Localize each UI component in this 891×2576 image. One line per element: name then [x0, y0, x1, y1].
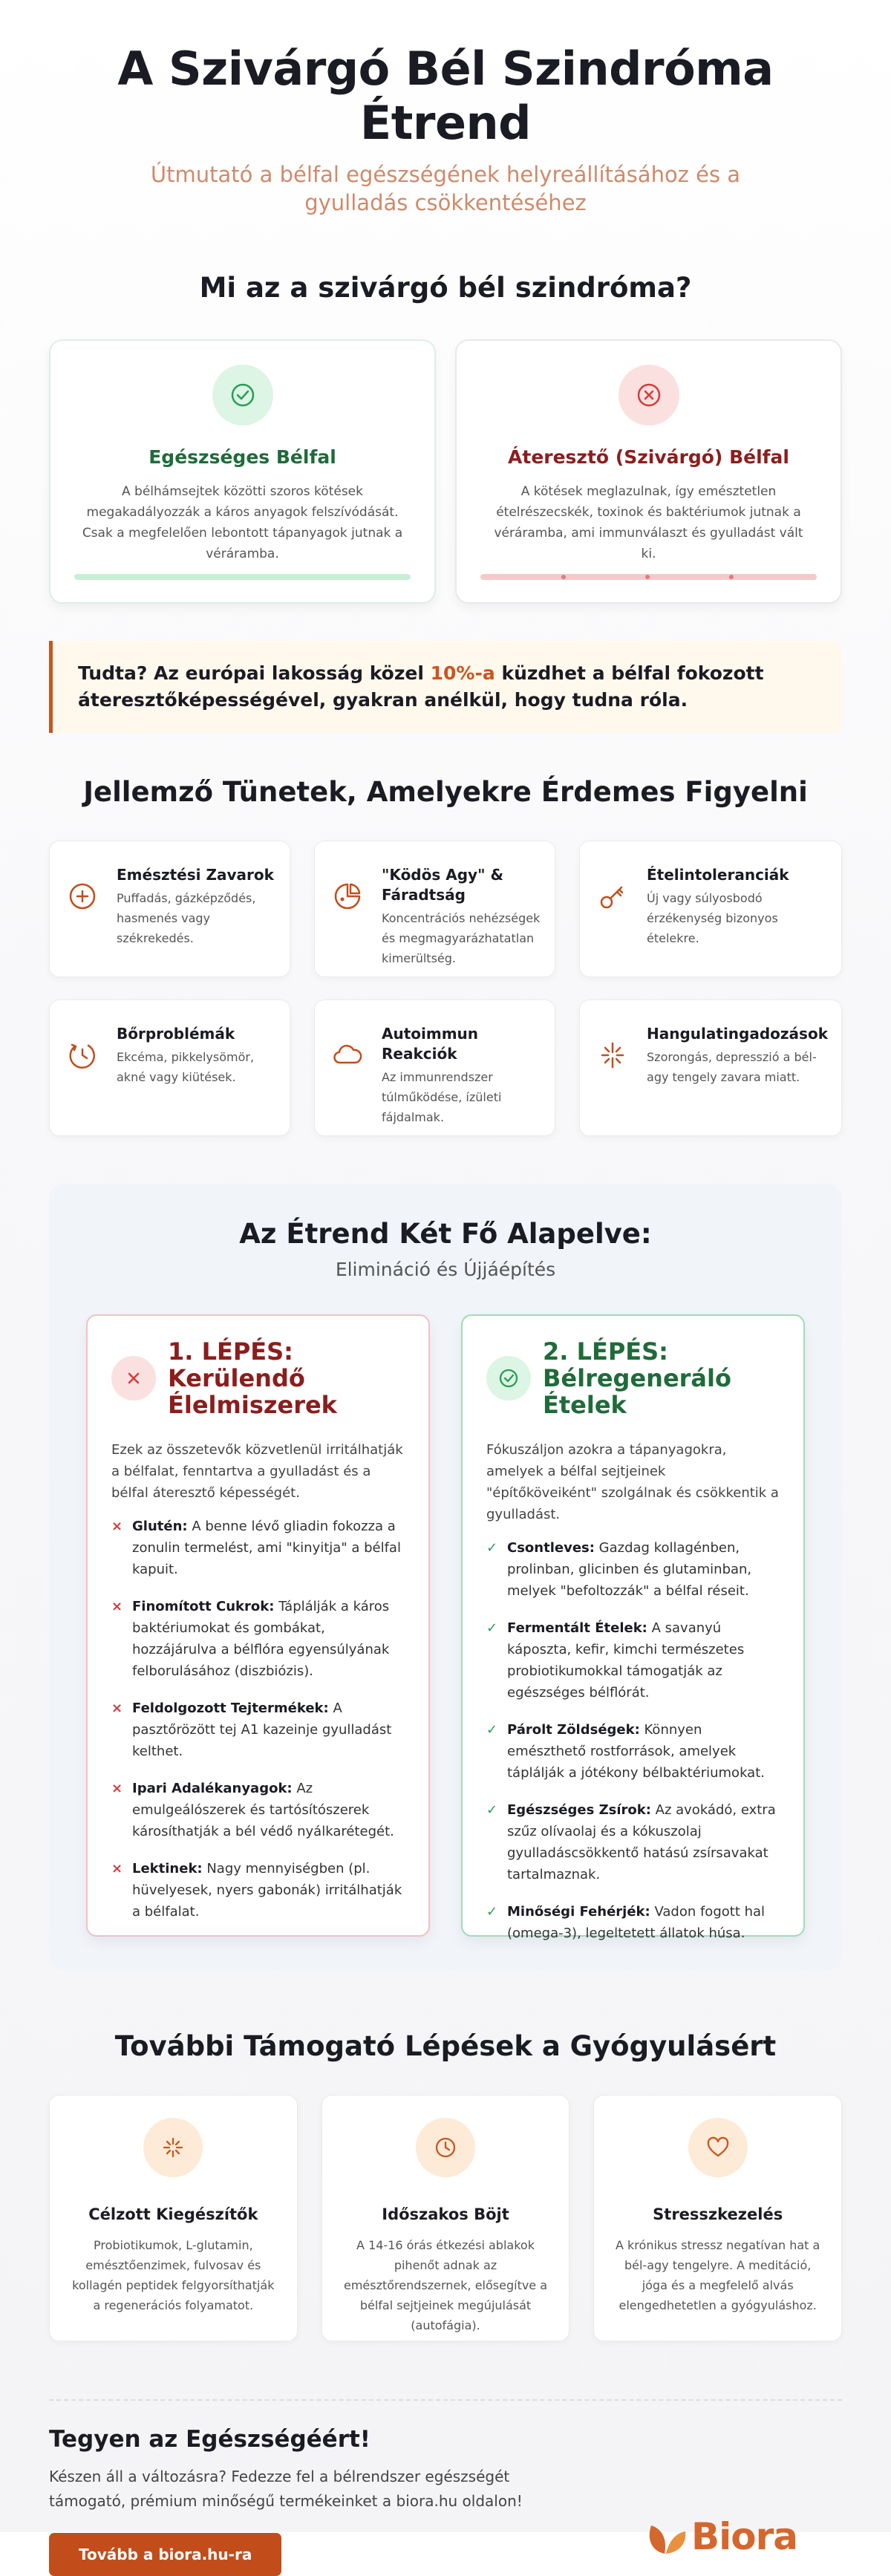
- x-circle-icon: [619, 365, 679, 425]
- symptom-card: [314, 841, 555, 977]
- item-text: Vadon fogott hal (omega-3), legeltetett állatok húsa.: [507, 1904, 766, 1941]
- leaky-gut-card: [455, 339, 842, 604]
- check-circle-icon: [486, 1356, 531, 1401]
- healthy-gut-bar: [74, 574, 411, 580]
- brain-fog-icon: [328, 865, 367, 976]
- symptoms-title: Jellemző Tünetek, Amelyekre Érdemes Figyelni: [83, 776, 808, 808]
- footer-divider: [49, 2399, 842, 2401]
- symptom-card: [49, 841, 290, 977]
- list-item: [486, 1901, 780, 1944]
- item-text: Könnyen emészthető rostforrások, amelyek táplálják a jótékony bélbaktériumokat.: [507, 1722, 765, 1781]
- rebuild-foods-intro: Fókuszáljon azokra a tápanyagokra, amelyek a bélfal sejtjeinek "építőköveiként" szolgálnak és csökkentik a gyulladást.: [486, 1442, 779, 1522]
- symptom-card: [579, 1000, 842, 1136]
- page-subtitle: Útmutató a bélfal egészségének helyreállításához és a gyulladás csökkentéséhez: [150, 162, 741, 215]
- rebuild-foods-title: 2. LÉPÉS: Bélregeneráló Ételek: [543, 1337, 731, 1419]
- symptoms-grid: [49, 841, 842, 1136]
- sparkle-icon: [143, 2118, 203, 2177]
- x-mark-icon: ×: [111, 1861, 123, 1876]
- check-mark-icon: ✓: [486, 1620, 498, 1636]
- symptom-name: Autoimmun Reakciók: [382, 1025, 479, 1063]
- x-mark-icon: ×: [111, 1781, 123, 1796]
- symptom-desc: Ekcéma, pikkelysömör, akné vagy kiütések.: [117, 1050, 255, 1084]
- support-card: [49, 2095, 298, 2341]
- list-item: [111, 1698, 405, 1762]
- fact-prefix: Tudta? Az európai lakosság közel: [78, 662, 431, 684]
- symptom-name: Emésztési Zavarok: [117, 866, 274, 884]
- principles-row: [86, 1314, 805, 1941]
- support-desc: A 14-16 órás étkezési ablakok pihenőt adnak az emésztőrendszernek, elősegítve a bélfal sejtjeinek megújulását (autofágia).: [343, 2238, 548, 2332]
- principles-section: [49, 1184, 842, 1971]
- symptom-name: "Ködös Agy" & Fáradtság: [382, 866, 503, 904]
- healthy-gut-title: Egészséges Bélfal: [148, 446, 336, 468]
- item-text: A savanyú káposzta, kefir, kimchi természetes probiotikumokkal támogatják az egészséges bélflórát.: [507, 1620, 745, 1701]
- avoid-foods-card: [86, 1314, 430, 1937]
- symptom-desc: Koncentrációs nehézségek és megmagyarázhatatlan kimerültség.: [382, 911, 541, 965]
- item-label: Egészséges Zsírok:: [507, 1802, 651, 1818]
- list-item: [111, 1858, 405, 1923]
- check-mark-icon: ✓: [486, 1802, 498, 1818]
- item-label: Feldolgozott Tejtermékek:: [132, 1701, 329, 1716]
- leak-dot: [645, 575, 650, 579]
- symptom-name: Bőrproblémák: [117, 1025, 235, 1043]
- item-label: Fermentált Ételek:: [507, 1620, 647, 1636]
- healthy-gut-card: [49, 339, 436, 604]
- symptom-card: [49, 1000, 290, 1136]
- cta-button[interactable]: Tovább a biora.hu-ra: [49, 2533, 281, 2576]
- support-name: Célzott Kiegészítők: [88, 2205, 258, 2223]
- list-item: [111, 1778, 405, 1842]
- support-row: [49, 2095, 842, 2341]
- symptom-name: Ételintoleranciák: [647, 866, 789, 884]
- list-item: [486, 1617, 780, 1703]
- leaf-logo-icon: [642, 2514, 688, 2560]
- item-label: Csontleves:: [507, 1540, 595, 1556]
- skin-icon: [63, 1024, 102, 1135]
- x-mark-icon: ×: [111, 1599, 123, 1614]
- x-icon: [111, 1356, 156, 1401]
- check-circle-icon: [212, 365, 273, 425]
- support-card: [593, 2095, 842, 2341]
- footer: [49, 2426, 842, 2576]
- rebuild-foods-card: [461, 1314, 805, 1941]
- symptom-card: [314, 1000, 555, 1136]
- item-text: Gazdag kollagénben, prolinban, glicinben és glutaminban, melyek "befoltozzák" a bélfal réseit.: [507, 1540, 752, 1599]
- mood-icon: [593, 1024, 632, 1135]
- principles-title: Az Étrend Két Fő Alapelve:: [239, 1218, 652, 1250]
- clock-icon: [416, 2118, 475, 2177]
- item-label: Ipari Adalékanyagok:: [132, 1781, 293, 1796]
- fact-callout: [49, 641, 842, 733]
- x-mark-icon: ×: [111, 1519, 123, 1534]
- check-mark-icon: ✓: [486, 1540, 498, 1556]
- leaky-gut-bar: [480, 574, 817, 580]
- check-mark-icon: ✓: [486, 1904, 498, 1920]
- leak-dot: [729, 575, 734, 579]
- food-intolerance-icon: [593, 865, 632, 976]
- principles-subtitle: Elimináció és Újjáépítés: [335, 1259, 556, 1280]
- support-name: Időszakos Böjt: [382, 2205, 509, 2223]
- support-desc: A krónikus stressz negatívan hat a bél-agy tengelyre. A meditáció, jóga és a megfelelő alvás elengedhetetlen a gyógyuláshoz.: [616, 2238, 820, 2312]
- list-item: [486, 1799, 780, 1885]
- footer-title: Tegyen az Egészségéért!: [49, 2426, 371, 2453]
- support-card: [322, 2095, 570, 2341]
- item-label: Glutén:: [132, 1519, 188, 1534]
- support-title: További Támogató Lépések a Gyógyulásért: [114, 2030, 777, 2062]
- item-text: Az avokádó, extra szűz olívaolaj és a kókuszolaj gyulladáscsökkentő hatású zsírsavakat tartalmaznak.: [507, 1802, 776, 1882]
- symptom-desc: Szorongás, depresszió a bél-agy tengely zavara miatt.: [647, 1050, 817, 1084]
- healthy-gut-text: A bélhámsejtek közötti szoros kötések megakadályozzák a káros anyagok felszívódását. Csak a megfelelően lebontott tápanyagok jutnak a véráramba.: [82, 484, 403, 561]
- symptom-name: Hangulatingadozások: [647, 1025, 828, 1043]
- avoid-foods-list: [111, 1516, 405, 1923]
- rebuild-foods-list: [486, 1537, 780, 1944]
- list-item: [486, 1537, 780, 1602]
- item-text: Táplálják a káros baktériumokat és gombákat, hozzájárulva a bélflóra egyensúlyának felborulásához (diszbiózis).: [132, 1599, 390, 1679]
- symptom-card: [579, 841, 842, 977]
- leaky-gut-title: Áteresztő (Szivárgó) Bélfal: [508, 446, 789, 468]
- item-text: A benne lévő gliadin fokozza a zonulin termelést, ami "kinyitja" a bélfal kapuit.: [132, 1519, 401, 1577]
- heart-icon: [688, 2118, 748, 2177]
- comparison-title: Mi az a szivárgó bél szindróma?: [199, 272, 692, 304]
- leak-dot: [561, 575, 566, 579]
- leaky-gut-text: A kötések meglazulnak, így emésztetlen ételrészecskék, toxinok és baktériumok jutnak a véráramba, ami immunválaszt és gyulladást vált ki.: [494, 484, 803, 561]
- logo-text: Biora: [691, 2515, 797, 2558]
- support-name: Stresszkezelés: [653, 2205, 783, 2223]
- x-mark-icon: ×: [111, 1701, 123, 1716]
- page-title: A Szivárgó Bél Szindróma Étrend: [117, 42, 774, 150]
- item-label: Minőségi Fehérjék:: [507, 1904, 650, 1920]
- item-text: Nagy mennyiségben (pl. hüvelyesek, nyers gabonák) irritálhatják a bélfalat.: [132, 1861, 402, 1920]
- brand-logo[interactable]: [642, 2497, 797, 2576]
- symptom-desc: Puffadás, gázképződés, hasmenés vagy székrekedés.: [117, 891, 256, 945]
- list-item: [111, 1596, 405, 1682]
- item-text: Az emulgeálószerek és tartósítószerek károsíthatják a bél védő nyálkarétegét.: [132, 1781, 394, 1839]
- symptom-desc: Az immunrendszer túlműködése, ízületi fájdalmak.: [382, 1070, 502, 1124]
- support-desc: Probiotikumok, L-glutamin, emésztőenzimek, fulvosav és kollagén peptidek felgyorsíthatják a regenerációs folyamatot.: [72, 2238, 275, 2312]
- list-item: [486, 1719, 780, 1784]
- avoid-foods-intro: Ezek az összetevők közvetlenül irritálhatják a bélfalat, fenntartva a gyulladást és a bélfal áteresztő képességét.: [111, 1442, 403, 1501]
- digestion-icon: [63, 865, 102, 976]
- check-mark-icon: ✓: [486, 1722, 498, 1738]
- fact-highlight: 10%-a: [430, 662, 495, 684]
- avoid-foods-title: 1. LÉPÉS: Kerülendő Élelmiszerek: [168, 1337, 337, 1419]
- cloud-icon: [328, 1024, 367, 1135]
- symptom-desc: Új vagy súlyosbodó érzékenység bizonyos ételekre.: [647, 891, 778, 945]
- item-text: A pasztőrözött tej A1 kazeinje gyulladást kelthet.: [132, 1701, 392, 1759]
- item-label: Lektinek:: [132, 1861, 203, 1876]
- comparison-row: [49, 339, 842, 604]
- item-label: Finomított Cukrok:: [132, 1599, 275, 1614]
- footer-text: Készen áll a változásra? Fedezze fel a bélrendszer egészségét támogató, prémium minőségű termékeinket a biora.hu oldalon!: [49, 2468, 523, 2510]
- fact-suffix: küzdhet a bélfal fokozott áteresztőképességével, gyakran anélkül, hogy tudna róla.: [78, 662, 764, 711]
- item-label: Párolt Zöldségek:: [507, 1722, 640, 1738]
- list-item: [111, 1516, 405, 1580]
